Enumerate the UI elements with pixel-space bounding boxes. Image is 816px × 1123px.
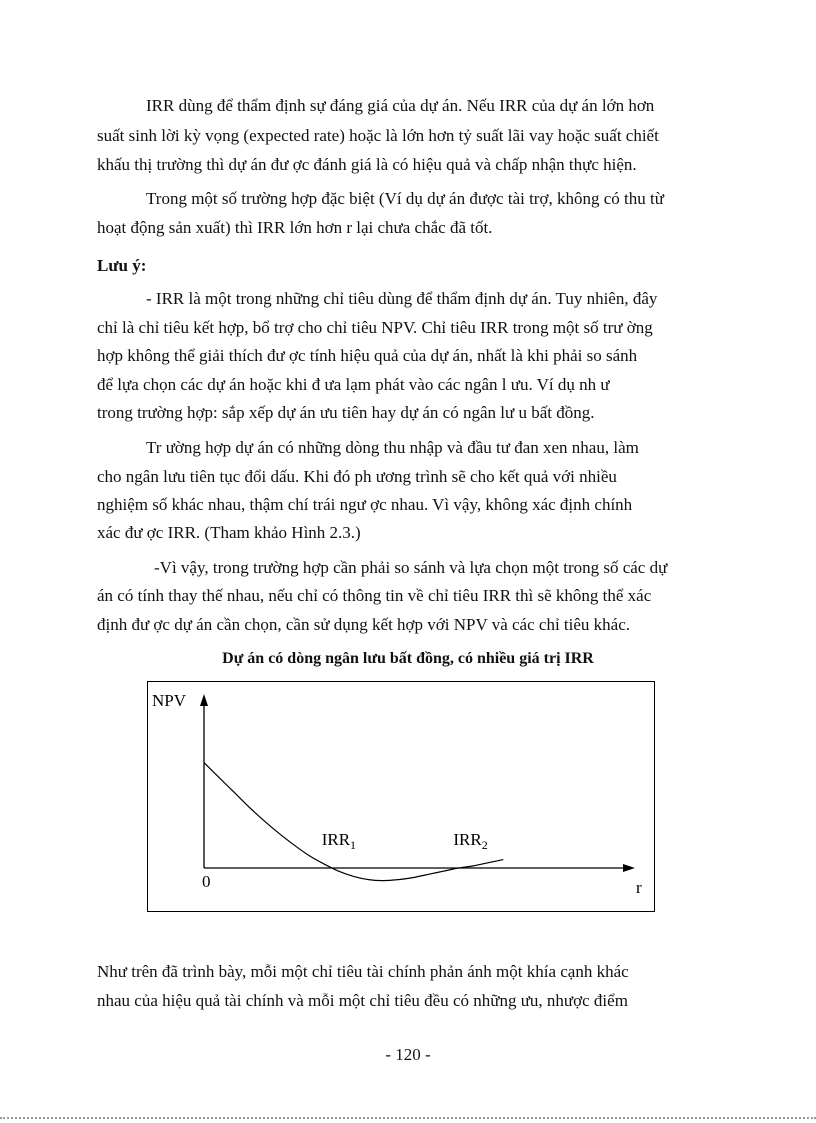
irr-1-name: IRR bbox=[321, 830, 351, 849]
para-3-line-3: hợp không thể giải thích đư ợc tính hiệu quả của dự án, nhất là khi phải so sánh bbox=[97, 346, 638, 365]
chart-title: Dự án có dòng ngân lưu bất đồng, có nhiều giá trị IRR bbox=[222, 650, 594, 667]
origin-label: 0 bbox=[202, 872, 211, 891]
para-3-line-1: - IRR là một trong những chỉ tiêu dùng để thẩm định dự án. Tuy nhiên, đây bbox=[146, 289, 658, 308]
para-6-line-1: Như trên đã trình bày, mỗi một chỉ tiêu tài chính phản ánh một khía cạnh khác bbox=[97, 962, 629, 981]
x-axis-label: r bbox=[636, 878, 642, 897]
irr-2-name: IRR bbox=[453, 830, 482, 849]
irr-2-subscript: 2 bbox=[481, 838, 488, 852]
chart-frame bbox=[148, 682, 655, 912]
para-3-line-2: chỉ là chỉ tiêu kết hợp, bổ trợ cho chỉ tiêu NPV. Chỉ tiêu IRR trong một số trư ờng bbox=[97, 318, 653, 337]
irr-1-subscript: 1 bbox=[350, 838, 357, 852]
note-heading: Lưu ý: bbox=[97, 256, 147, 275]
page-number: - 120 - bbox=[385, 1045, 431, 1064]
para-5-line-3: định đư ợc dự án cần chọn, cần sử dụng kết hợp với NPV và các chỉ tiêu khác. bbox=[97, 615, 630, 634]
para-3-line-5: trong trường hợp: sắp xếp dự án ưu tiên hay dự án có ngân lư u bất đồng. bbox=[97, 403, 595, 422]
para-4-line-3: nghiệm số khác nhau, thậm chí trái ngư ợc nhau. Vì vậy, không xác định chính bbox=[97, 495, 633, 514]
para-5-line-2: án có tính thay thế nhau, nếu chỉ có thông tin về chỉ tiêu IRR thì sẽ không thể xác bbox=[97, 586, 652, 605]
para-1-line-1: IRR dùng để thẩm định sự đáng giá của dự án. Nếu IRR của dự án lớn hơn bbox=[146, 96, 655, 115]
para-6-line-2: nhau của hiệu quả tài chính và mỗi một chỉ tiêu đều có những ưu, nhược điểm bbox=[97, 991, 628, 1010]
para-2-line-2: hoạt động sản xuất) thì IRR lớn hơn r lại chưa chắc đã tốt. bbox=[97, 218, 493, 237]
para-5-line-1: -Vì vậy, trong trường hợp cần phải so sánh và lựa chọn một trong số các dự bbox=[154, 558, 668, 577]
para-2-line-1: Trong một số trường hợp đặc biệt (Ví dụ dự án được tài trợ, không có thu từ bbox=[146, 189, 664, 208]
para-4-line-1: Tr ường hợp dự án có những dòng thu nhập và đầu tư đan xen nhau, làm bbox=[146, 438, 639, 457]
para-1-line-2: suất sinh lời kỳ vọng (expected rate) hoặc là lớn hơn tỷ suất lãi vay hoặc suất chiết bbox=[97, 126, 659, 145]
y-axis-label: NPV bbox=[152, 691, 187, 710]
para-4-line-2: cho ngân lưu tiên tục đổi dấu. Khi đó ph ương trình sẽ cho kết quả với nhiều bbox=[97, 467, 617, 486]
npv-irr-chart bbox=[147, 681, 655, 912]
para-1-line-3: khấu thị trường thì dự án đư ợc đánh giá là có hiệu quả và chấp nhận thực hiện. bbox=[97, 155, 637, 174]
para-4-line-4: xác đư ợc IRR. (Tham khảo Hình 2.3.) bbox=[97, 523, 361, 542]
page-edge-divider bbox=[0, 1117, 816, 1119]
para-3-line-4: để lựa chọn các dự án hoặc khi đ ưa lạm phát vào các ngân l ưu. Ví dụ nh ư bbox=[97, 375, 610, 394]
